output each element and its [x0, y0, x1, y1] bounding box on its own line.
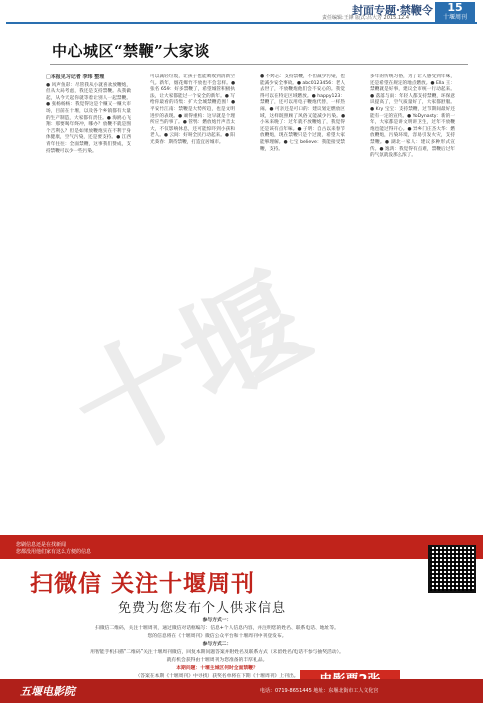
article-column-4: [370, 74, 455, 514]
ad-line: 参与方式二：: [202, 642, 232, 647]
column-text: 可以减轻垃圾，让孩子也能吸收到清新空气。新年，烟花爆竹不放也不会怎样。● 张名 659：好多禁鞭了，希望城管积极执法，让大家都能过一个安全的新年。● 写给你最看的诗集：扩大全城禁鞭范围！● 平安竹江南：禁鞭是大势所趋，也是文明进步的表现。● 顽得重构：这早就是个理所应当的事了。● 管鸮：燃放炮竹声音太大，不仅影响休息，还可能惊吓到小孩和老人。● 云间：好呀全民行动起来。● 阳光葵春：期待禁鞭，打造宜居城市。: [150, 74, 235, 145]
section-title: 封面专题·禁鞭令: [352, 4, 433, 17]
ad-line: 就有机会获得由十堰周刊为您准备的丰厚礼品。: [166, 658, 268, 663]
qr-code-icon[interactable]: [428, 545, 476, 593]
watermark: 十堰: [52, 251, 330, 487]
ad-line: 本期问题：十堰主城区何时全面禁鞭？: [176, 666, 258, 671]
advertisement: [0, 535, 483, 703]
ad-line: 用智能手机扫描“二维码”关注十堰周刊微信，回复本期问题答案并附姓名及联系方式（未留姓名/电话不参与抽奖活动）。: [90, 650, 344, 655]
ad-line: 参与方式一：: [202, 618, 232, 623]
article-columns: [46, 74, 468, 514]
ad-line: 您的信息将在《十堰周刊》微信公众平台和十堰周刊中刊登发布。: [147, 634, 287, 639]
page-number-box: [435, 2, 475, 22]
ad-subheadline: 免费为您发布个人供求信息: [118, 601, 287, 616]
cinema-name: 五堰电影院: [20, 685, 75, 698]
headline-divider: [50, 64, 468, 65]
page-header: [0, 0, 483, 24]
ad-top-banner: [0, 535, 483, 559]
article-column-1: [46, 74, 131, 514]
ad-headline: 扫微信 关注十堰周刊: [30, 571, 256, 597]
ad-bottom-banner: [0, 679, 483, 703]
column-text: ● 不烤芯：支持禁鞭，不但减少污染，也能减少安全事故。● abc0123456：老人去世了，不放鞭炮他们会不安心的。我觉得可以在特定区域燃放。● happy123：禁鞭了，还可以用电子鞭炮代替，一样热闹。● 可亲还是可口的：建议划定燃放区域，这样既照顾了风俗又能减少污染。● 小朱来晚了：过年就不放鞭炮了，我觉得还是该有点年味。● 子明：自古以来春节放鞭炮，现在禁鞭只是个过渡，希望大家能够理解。● 七宝 believe：我能接受禁鞭，支持。: [260, 74, 345, 152]
page-label: 十堰周刊: [442, 14, 467, 21]
ad-line: 扫微信二维码，关注十堰周刊，通过微信对话框编写：信息+个人信息内容，并注明您的姓名、联系电话、地址等。: [95, 626, 339, 631]
article-column-3: [260, 74, 345, 514]
page-number: 15: [447, 1, 463, 14]
column-text: 多年的传统习俗，为了让人感受到年味，还是希望在规定的地点燃放。● Ella 王：禁鞭就是好事，建议全市统一行动起来。● 落落与雨：年轻人都支持禁鞭，环保意识提高了，空气质量好了，大家都舒服。● Kry 宝宝：支持禁鞭，过节期间最好还能有一定的宣传。● YoDynasty：新的一年，大家都是讲文明讲卫生，过年不放鞭炮也能过得开心。● 异乡门庄杰大华：燃放鞭炮，污染环境，容易引发火灾，支持禁鞭。● 湖北一家人：建议多种形式宣传。● 逸鸿：我觉得有点难，禁鞭后过年的气氛就没那么浓了。: [370, 74, 455, 159]
ad-top-line: 您刷信息还是在找新闻: [16, 542, 67, 548]
ad-top-line: 您都没用他们家有这么方便的信息: [16, 549, 92, 555]
article-byline: □本报见习记者 李玮 整理: [46, 74, 105, 80]
header-rule: [6, 22, 477, 24]
editor-credits: 责任编辑:王锋 版式:吕大芳 2015.12.4: [322, 15, 409, 21]
article: [36, 34, 468, 524]
column-text: ● 风声鱼彩：尽管我从小就喜欢放鞭炮，但从大局考虑，我还是支持禁鞭。从我做起，从今天起你就等着让别人一起禁鞭。● 张杨杨杨：我觉得这是个赚又一赚大市场，目前在十堰，以及各个乡镇都有大量的生产制造，大家都有责任。● 海鸥心飞翔：那要喝年终冲，哪办？放鞭不就是图个吉利么？但是如果放鞭炮实在不利于身体健康，空气污染，还是要支持。● 江西青年往往：全面禁鞭，这事我们赞成，支持禁鞭可以少一些污染。: [46, 82, 131, 154]
ad-line: （答案在本期《十堰周刊》中寻找）获奖名单将在下期《十堰周刊》上刊出。: [135, 674, 299, 679]
ad-body: [0, 559, 483, 679]
article-headline: 中心城区“禁鞭”大家谈: [52, 42, 210, 60]
cinema-contact: 电话：0719-8651445 地址：东堰北街市工人文化宫: [260, 688, 379, 694]
article-column-2: [150, 74, 235, 514]
